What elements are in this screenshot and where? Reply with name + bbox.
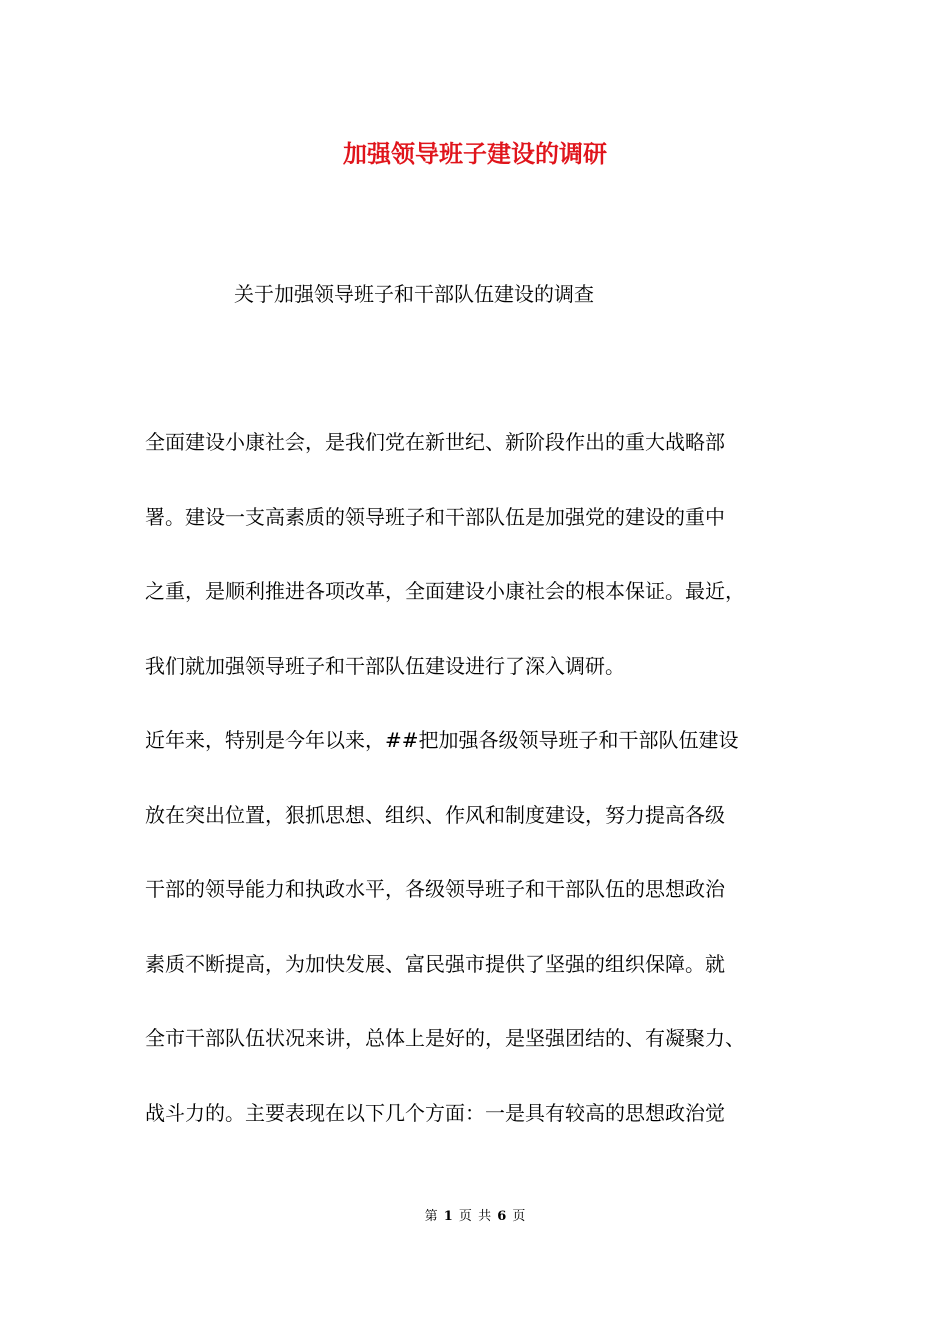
page-footer (0, 1207, 950, 1227)
footer-total-suffix: 页 (512, 1209, 526, 1224)
body-line: 放在突出位置，狠抓思想、组织、作风和制度建设，努力提高各级 (145, 802, 725, 827)
body-line: 之重，是顺利推进各项改革，全面建设小康社会的根本保证。最近， (145, 579, 745, 603)
footer-page-word: 页 (458, 1209, 472, 1224)
footer-page-prefix: 第 (424, 1209, 438, 1224)
footer-total-pages: 6 (497, 1209, 507, 1224)
body-line: 战斗力的。主要表现在以下几个方面：一是具有较高的思想政治觉 (145, 1100, 725, 1125)
body-line: 干部的领导能力和执政水平，各级领导班子和干部队伍的思想政治 (145, 877, 725, 901)
body-text (145, 424, 835, 1169)
body-line: 近年来，特别是今年以来，##把加强各级领导班子和干部队伍建设 (145, 728, 739, 752)
body-line: 署。建设一支高素质的领导班子和干部队伍是加强党的建设的重中 (145, 504, 725, 529)
page-title: 加强领导班子建设的调研 (343, 139, 607, 168)
footer-total-prefix: 共 (478, 1209, 492, 1224)
body-line: 我们就加强领导班子和干部队伍建设进行了深入调研。 (145, 653, 625, 678)
body-line: 素质不断提高，为加快发展、富民强市提供了坚强的组织保障。就 (145, 951, 725, 976)
body-line: 全市干部队伍状况来讲，总体上是好的，是坚强团结的、有凝聚力、 (145, 1026, 745, 1050)
footer-current-page: 1 (443, 1209, 453, 1224)
body-line: 全面建设小康社会，是我们党在新世纪、新阶段作出的重大战略部 (145, 430, 725, 454)
document-subtitle: 关于加强领导班子和干部队伍建设的调查 (234, 282, 594, 306)
